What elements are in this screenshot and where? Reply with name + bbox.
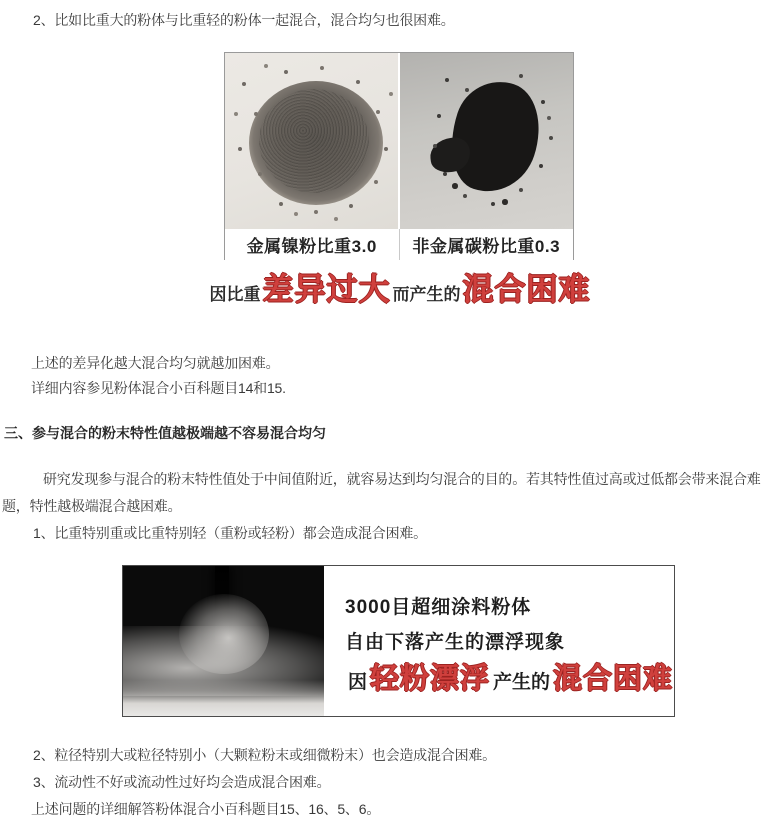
list-item-flowability: 3、流动性不好或流动性过好均会造成混合困难。: [33, 774, 331, 790]
research-paragraph-line1: 研究发现参与混合的粉末特性值处于中间值附近，就容易达到均匀混合的目的。若其特性值过高或过低都会带来混合难: [43, 471, 761, 487]
research-paragraph-line2: 题，特性越极端混合越困难。: [2, 498, 182, 514]
banner-red-mixing-difficulty: 混合困难: [553, 663, 674, 695]
carbon-powder-blob: [437, 70, 553, 203]
carbon-powder-speckles: [400, 53, 402, 55]
figure-powder-comparison: [224, 52, 574, 260]
banner-headline-middle: 产生的: [493, 672, 551, 693]
banner-red-light-powder-floating: 轻粉漂浮: [370, 663, 491, 695]
nickel-powder-photo: [225, 53, 400, 229]
banner-line-mesh: 3000目超细涂料粉体: [345, 597, 532, 618]
list-item-density: 1、比重特别重或比重特别轻（重粉或轻粉）都会造成混合困难。: [33, 525, 427, 541]
banner-headline: [345, 656, 673, 697]
headline-middle: 而产生的: [392, 285, 461, 304]
paragraph-difference: 上述的差异化越大混合均匀就越加困难。: [31, 355, 280, 371]
figure-light-powder-floating: [122, 565, 675, 717]
headline-red-difference: 差异过大: [262, 272, 391, 307]
list-item-particle-size: 2、粒径特别大或粒径特别小（大颗粒粉末或细微粉末）也会造成混合困难。: [33, 747, 496, 763]
banner-headline-prefix: 因: [348, 672, 368, 693]
powder-falling-photo: [123, 566, 324, 716]
headline-density-difference: [209, 264, 591, 310]
carbon-powder-photo: [400, 53, 573, 229]
powder-ground: [123, 680, 324, 716]
carbon-caption: 非金属碳粉比重0.3: [412, 237, 561, 256]
banner-line-floating-phenomenon: 自由下落产生的漂浮现象: [345, 632, 566, 653]
nickel-caption: 金属镍粉比重3.0: [225, 229, 400, 260]
headline-prefix: 因比重: [209, 285, 261, 304]
nickel-powder-pile: [249, 81, 383, 205]
paragraph-reference-14-15: 详细内容参见粉体混合小百科题目14和15.: [31, 380, 286, 396]
photo-captions: [225, 229, 573, 260]
intro-paragraph: 2、比如比重大的粉体与比重轻的粉体一起混合，混合均匀也很困难。: [33, 12, 455, 28]
comparison-photos: [225, 53, 573, 229]
closing-reference: 上述问题的详细解答粉体混合小百科题目15、16、5、6。: [31, 801, 381, 817]
nickel-powder-speckles: [225, 53, 227, 55]
headline-red-mixing-difficulty: 混合困难: [462, 272, 591, 307]
section3-heading: 三、参与混合的粉末特性值越极端越不容易混合均匀: [4, 425, 326, 441]
